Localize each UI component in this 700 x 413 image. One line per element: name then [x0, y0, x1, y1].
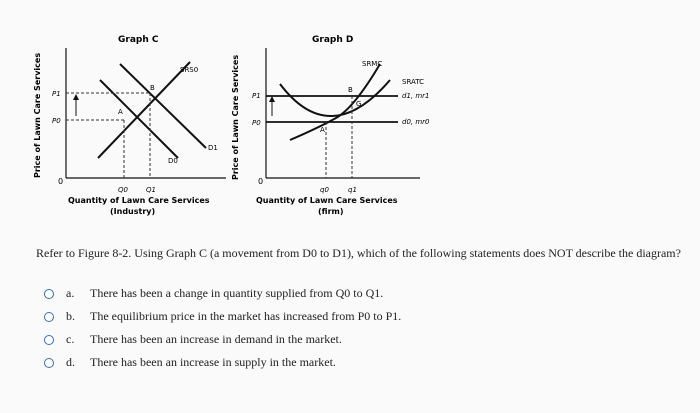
radio-circle-icon[interactable]: [44, 289, 54, 299]
option-letter: b.: [66, 309, 75, 323]
graph-d-title: Graph D: [312, 35, 354, 45]
option-b[interactable]: [44, 305, 401, 328]
option-text: The equilibrium price in the market has increased from P0 to P1.: [90, 309, 402, 323]
graph-d-d0-label: d0, mr0: [402, 118, 430, 126]
graph-c-d1-curve: [120, 64, 206, 148]
graph-c-p0-label: P0: [52, 117, 61, 125]
graph-d-p1-label: P1: [252, 92, 261, 100]
answer-options: [44, 282, 401, 374]
graph-d-sratc-curve: [280, 80, 390, 116]
option-letter: c.: [66, 332, 75, 346]
graph-d-sratc-label: SRATC: [402, 78, 425, 86]
option-c[interactable]: [44, 328, 401, 351]
graph-c-ylabel: Price of Lawn Care Services: [33, 52, 42, 178]
graph-d-q1-label: q1: [348, 186, 357, 194]
graph-c-q0-label: Q0: [118, 186, 128, 194]
graph-d-xlabel-1: Quantity of Lawn Care Services: [256, 196, 398, 205]
graph-c-srs-curve: [98, 62, 190, 158]
option-text: There has been a change in quantity supplied from Q0 to Q1.: [90, 286, 384, 300]
graph-c-d0-label: D0: [168, 157, 178, 165]
graph-d-q0-label: q0: [320, 186, 329, 194]
option-text: There has been an increase in supply in the market.: [90, 355, 336, 369]
graph-d-point-b: B: [348, 86, 353, 94]
graph-c-d1-label: D1: [208, 144, 218, 152]
graph-c-origin: 0: [58, 177, 64, 186]
graph-c-p1-label: P1: [52, 90, 61, 98]
graph-c-title: Graph C: [118, 35, 159, 45]
graph-c-point-a: A: [118, 108, 123, 116]
graph-c: [33, 35, 226, 216]
graph-d-ylabel: Price of Lawn Care Services: [231, 54, 240, 180]
graph-d-xlabel-2: (firm): [318, 207, 344, 216]
graph-c-point-b: B: [150, 84, 155, 92]
graph-d: [231, 35, 430, 216]
option-letter: a.: [66, 286, 75, 300]
question-text: Refer to Figure 8-2. Using Graph C (a movement from D0 to D1), which of the following statements does NOT describe the diagram?: [36, 246, 681, 260]
graph-c-xlabel-1: Quantity of Lawn Care Services: [68, 196, 210, 205]
option-a[interactable]: [44, 282, 401, 305]
graph-d-point-g: G: [356, 100, 362, 108]
graph-c-xlabel-2: (Industry): [110, 207, 156, 216]
graph-d-point-a: A: [320, 126, 325, 134]
graph-d-origin: 0: [258, 177, 264, 186]
radio-circle-icon[interactable]: [44, 358, 54, 368]
radio-circle-icon[interactable]: [44, 312, 54, 322]
radio-circle-icon[interactable]: [44, 335, 54, 345]
graph-d-d1-label: d1, mr1: [402, 92, 430, 100]
graph-d-p0-label: P0: [252, 119, 261, 127]
option-d[interactable]: [44, 351, 401, 374]
graph-c-d0-curve: [100, 80, 178, 158]
option-letter: d.: [66, 355, 75, 369]
graph-c-price-arrowhead: [73, 94, 79, 100]
option-text: There has been an increase in demand in the market.: [90, 332, 342, 346]
graph-c-srs-label: SRS0: [180, 66, 199, 74]
graph-c-q1-label: Q1: [146, 186, 156, 194]
graph-d-srmc-label: SRMC: [362, 60, 383, 68]
